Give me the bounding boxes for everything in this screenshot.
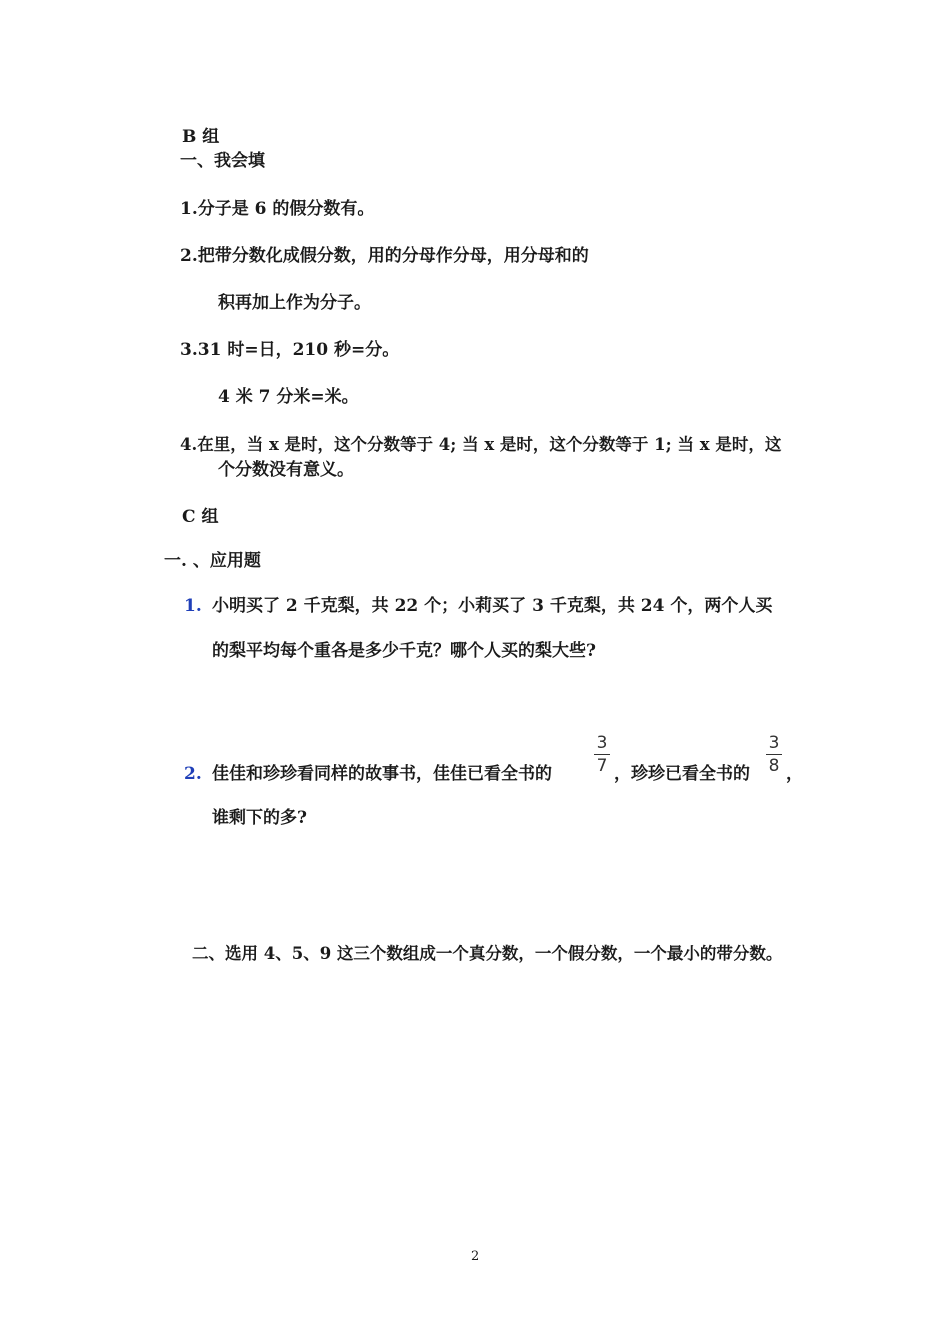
fraction-three-sevenths: [594, 734, 610, 775]
fraction-bar: [766, 754, 782, 755]
fraction-denominator: 8: [768, 756, 780, 776]
b-group-title: B 组: [182, 127, 220, 147]
b-question-3-line2: 4 米 7 分米=米。: [218, 387, 359, 407]
b-question-4-line2: 个分数没有意义。: [218, 460, 354, 480]
c-problem-1-line1: 小明买了 2 千克梨，共 22 个；小莉买了 3 千克梨，共 24 个，两个人买: [212, 596, 773, 616]
b-question-1: 1.分子是 6 的假分数有。: [180, 199, 375, 219]
c-section2: 二、选用 4、5、9 这三个数组成一个真分数，一个假分数，一个最小的带分数。: [192, 944, 783, 963]
b-question-3-line1: 3.31 时=日，210 秒=分。: [180, 340, 400, 360]
fraction-numerator: 3: [768, 733, 780, 753]
fraction-denominator: 7: [596, 756, 608, 776]
c-problem-2-text-b: ，珍珍已看全书的: [614, 764, 750, 784]
b-question-2-line1: 2.把带分数化成假分数，用的分母作分母，用分母和的: [180, 246, 589, 266]
c-group-title: C 组: [182, 507, 219, 527]
b-question-4-line1: 4.在里，当 x 是时，这个分数等于 4; 当 x 是时，这个分数等于 1; 当 x 是时，这: [180, 435, 782, 454]
fraction-three-eighths: [766, 734, 782, 775]
c-problem-2-text-c: ，: [786, 764, 803, 784]
c-problem-2-text-a: 佳佳和珍珍看同样的故事书，佳佳已看全书的: [212, 764, 552, 784]
c-problem-2-number: 2.: [184, 764, 202, 784]
c-section1-title: 一. 、应用题: [164, 551, 261, 571]
c-problem-1-line2: 的梨平均每个重各是多少千克？哪个人买的梨大些?: [212, 641, 596, 661]
fraction-bar: [594, 754, 610, 755]
page-number: 2: [471, 1249, 480, 1264]
c-problem-1-number: 1.: [184, 596, 202, 616]
c-problem-2-line2: 谁剩下的多?: [212, 808, 307, 828]
b-section1-title: 一、我会填: [180, 151, 265, 171]
b-question-2-line2: 积再加上作为分子。: [218, 293, 371, 313]
fraction-numerator: 3: [596, 733, 608, 753]
